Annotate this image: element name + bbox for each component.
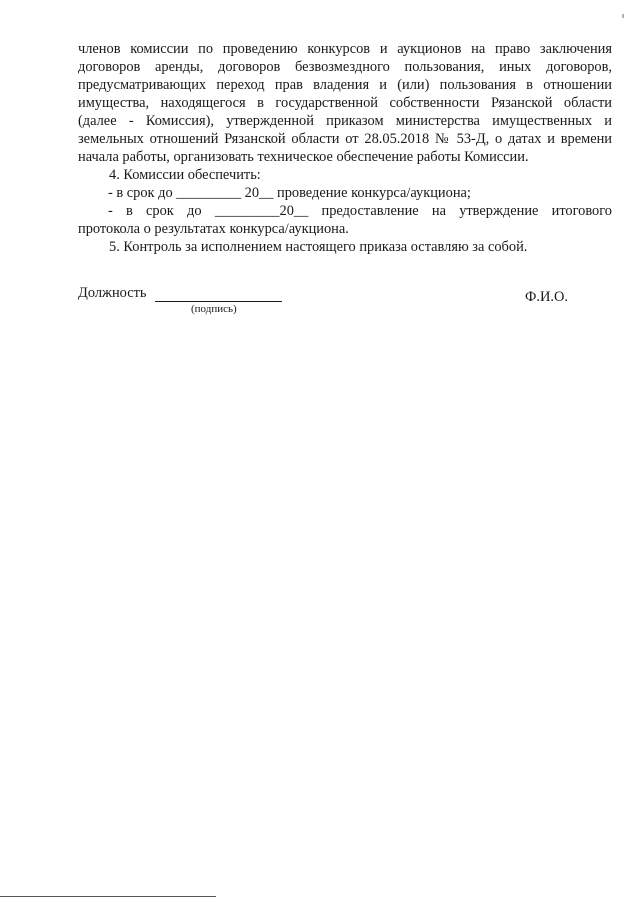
paragraph-line: начала работы, организовать техническое обеспечение работы Комиссии. — [78, 149, 529, 165]
position-label: Должность — [78, 285, 147, 301]
paragraph-line: предусматривающих переход прав владения и (или) пользования в отношении — [78, 77, 612, 93]
item-4-deadline-1: - в срок до _________ 20__ проведение конкурса/аукциона; — [108, 185, 471, 201]
item-5: 5. Контроль за исполнением настоящего приказа оставляю за собой. — [109, 239, 528, 255]
scan-artifact — [622, 14, 624, 18]
paragraph-line: имущества, находящегося в государственной собственности Рязанской области — [78, 95, 612, 111]
paragraph-line: договоров аренды, договоров безвозмездного пользования, иных договоров, — [78, 59, 612, 75]
paragraph-line: членов комиссии по проведению конкурсов и аукционов на право заключения — [78, 41, 612, 57]
item-4-deadline-2: - в срок до _________20__ предоставление на утверждение итогового — [108, 203, 612, 219]
paragraph-line: земельных отношений Рязанской области от 28.05.2018 № 53-Д, о датах и времени — [78, 131, 612, 147]
item-4-heading: 4. Комиссии обеспечить: — [109, 167, 261, 183]
item-4-deadline-2-cont: протокола о результатах конкурса/аукциона. — [78, 221, 349, 237]
paragraph-line: (далее - Комиссия), утвержденной приказом министерства имущественных и — [78, 113, 612, 129]
signature-block — [78, 285, 612, 325]
name-label: Ф.И.О. — [525, 289, 568, 305]
signature-caption: (подпись) — [191, 303, 237, 315]
signature-line — [155, 301, 282, 302]
document-body — [78, 40, 612, 256]
scan-edge-line — [0, 896, 216, 897]
